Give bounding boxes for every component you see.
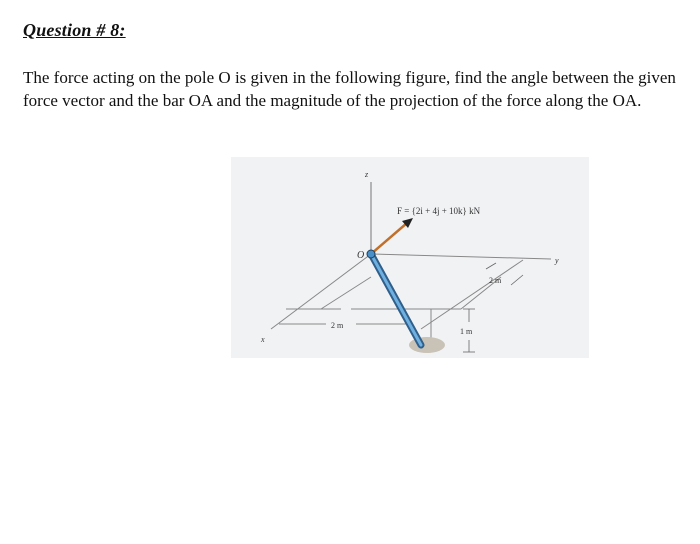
x-axis-label: x	[261, 335, 265, 344]
dim-z-label: 1 m	[460, 327, 473, 336]
y-axis-label: y	[555, 256, 559, 265]
dim-y-label: 2 m	[489, 276, 502, 285]
dim-x-label: 2 m	[331, 321, 344, 330]
origin-point	[367, 250, 375, 258]
question-heading: Question # 8:	[23, 20, 126, 40]
pole-force-figure	[231, 157, 589, 358]
force-label: F = {2i + 4j + 10k} kN	[397, 206, 481, 216]
question-text: The force acting on the pole O is given in the following figure, find the angle between the given force vector and the bar OA and the magnitude of the projection of the force along the OA.	[23, 68, 676, 110]
pole-oa-highlight	[371, 254, 421, 345]
force-arrow-shaft	[371, 223, 407, 254]
figure-diagram	[231, 157, 589, 358]
z-axis-label: z	[365, 170, 369, 179]
origin-label: O	[357, 250, 365, 261]
